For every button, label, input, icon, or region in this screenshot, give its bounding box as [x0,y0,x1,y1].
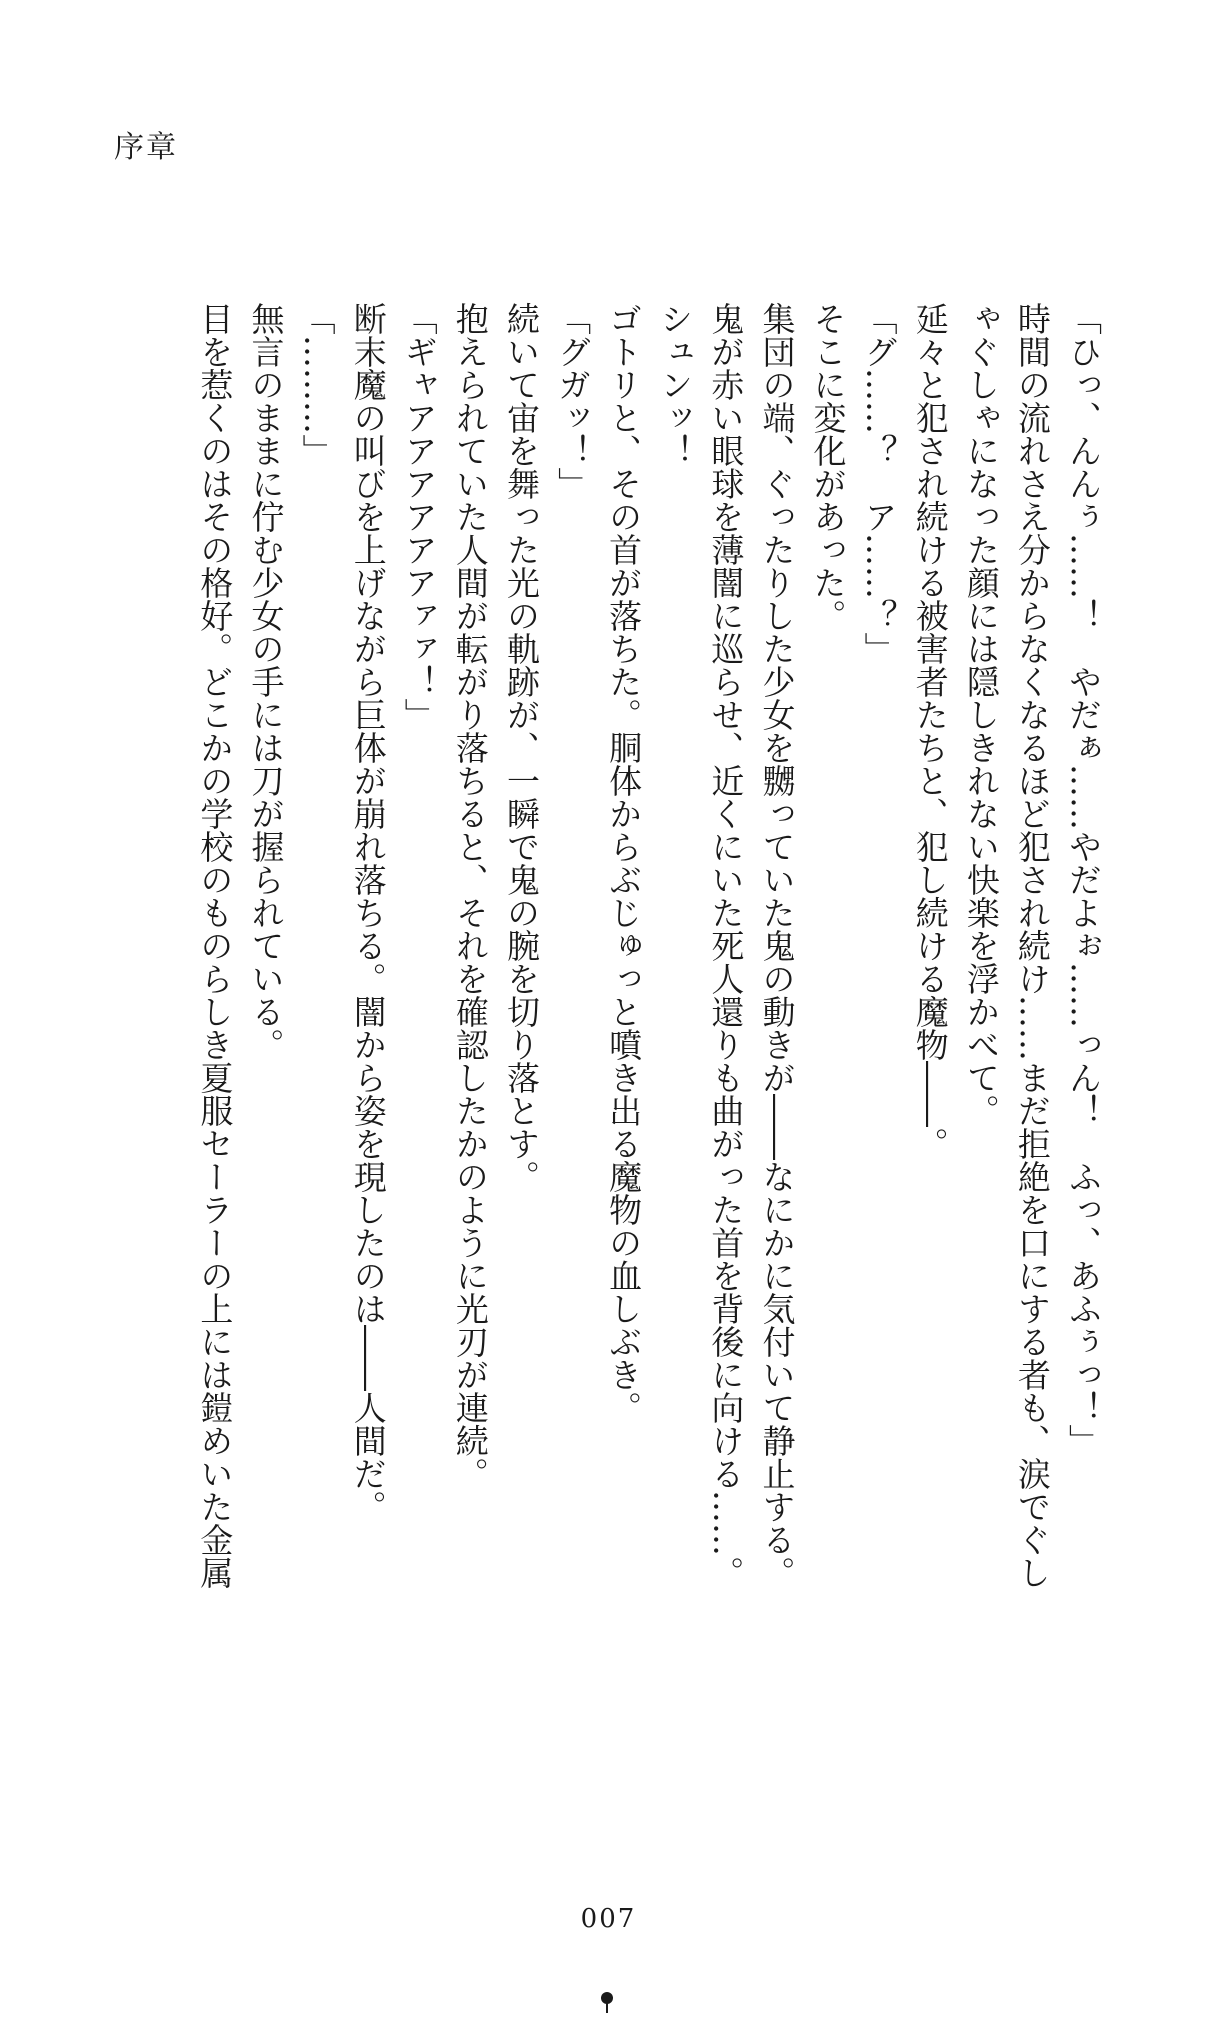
text-line: 鬼が赤い眼球を薄闇に巡らせ、近くにいた死人還りも曲がった首を背後に向ける……。 [706,302,746,1589]
text-line: 目を惹くのはその格好。どこかの学校のものらしき夏服セーラーの上には鎧めいた金属 [195,302,235,1589]
text-line: 続いて宙を舞った光の軌跡が、一瞬で鬼の腕を切り落とす。 [501,302,541,1193]
text-line: 「ひっ、んんぅ……！ やだぁ……やだよぉ……っん！ ふっ、あふぅっ！」 [1064,302,1103,1457]
body-text [189,302,1109,1642]
text-line: そこに変化があった。 [808,302,848,632]
folio-marker-icon [601,1992,613,2004]
text-line: 抱えられていた人間が転がり落ちると、それを確認したかのように光刃が連続。 [450,302,490,1490]
text-line: 「グガッ！」 [553,302,593,500]
text-line: 延々と犯され続ける被害者たちと、犯し続ける魔物――。 [910,302,950,1160]
text-line: 「グ……？ ア……？」 [859,302,899,665]
text-line: 「ギャアアアアアアァァ！」 [399,302,439,731]
chapter-title: 序章 [114,130,178,165]
page-number: 007 [580,1904,637,1934]
text-line: 時間の流れさえ分からなくなるほど犯され続け……まだ拒絶を口にする者も、涙でぐし [1012,302,1052,1589]
text-line: 集団の端、ぐったりした少女を嬲っていた鬼の動きが――なにかに気付いて静止する。 [757,302,797,1589]
text-line: 断末魔の叫びを上げながら巨体が崩れ落ちる。闇から姿を現したのは――人間だ。 [348,302,388,1523]
text-line: 無言のままに佇む少女の手には刀が握られている。 [246,302,286,1061]
text-line: シュンッ！ [655,302,695,467]
text-line: ゃぐしゃになった顔には隠しきれない快楽を浮かべて。 [961,302,1001,1127]
text-line: ゴトリと、その首が落ちた。胴体からぶじゅっと噴き出る魔物の血しぶき。 [604,302,644,1424]
text-line: 「………」 [297,302,337,467]
